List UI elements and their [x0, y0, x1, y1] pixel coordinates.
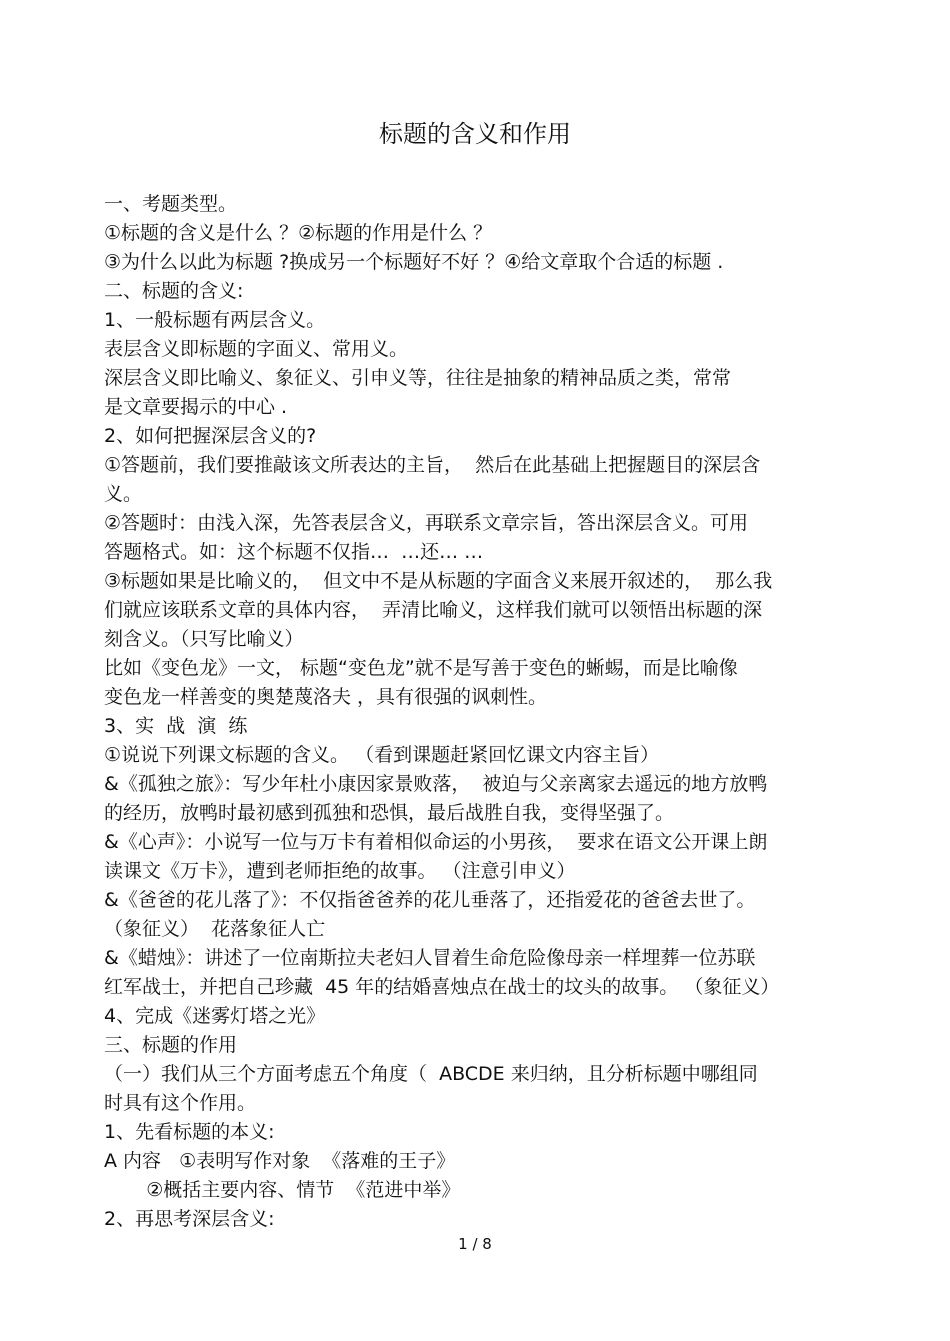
text-line: &《蜡烛》：讲述了一位南斯拉夫老妇人冒着生命危险像母亲一样埋葬一位苏联 [104, 947, 756, 969]
text-line: 表层含义即标题的字面义、常用义。 [104, 338, 409, 360]
text-line: 二、标题的含义: [104, 280, 244, 302]
text-line: 1、先看标题的本义: [104, 1121, 275, 1143]
text-line: 的经历，放鸭时最初感到孤独和恐惧，最后战胜自我，变得坚强了。 [104, 802, 675, 824]
text-line: ①说说下列课文标题的含义。 （看到课题赶紧回忆课文内容主旨） [104, 744, 660, 766]
text-line: A 内容 ①表明写作对象 《落难的王子》 [104, 1150, 456, 1172]
text-line: &《孤独之旅》：写少年杜小康因家景败落， 被迫与父亲离家去遥远的地方放鸭 [104, 773, 768, 795]
text-line: 3、实 战 演 练 [104, 715, 248, 737]
text-line: 是文章要揭示的中心 . [104, 396, 288, 418]
text-line: 4、完成《迷雾灯塔之光》 [104, 1005, 326, 1027]
text-line: 时具有这个作用。 [104, 1092, 257, 1114]
text-line: ③为什么以此为标题 ?换成另一个标题好不好 ？④给文章取个合适的标题 . [104, 251, 724, 273]
text-line: 变色龙一样善变的奥楚蔑洛夫 ，具有很强的讽刺性。 [104, 686, 548, 708]
text-line: 读课文《万卡》，遭到老师拒绝的故事。 （注意引申义） [104, 860, 576, 882]
text-line: 2、再思考深层含义: [104, 1208, 275, 1230]
text-line: 红军战士，并把自己珍藏 45 年的结婚喜烛点在战士的坟头的故事。 （象征义） [104, 976, 780, 998]
text-line: 答题格式。如：这个标题不仅指… …还… … [104, 541, 484, 563]
text-line: 刻含义。（只写比喻义） [104, 628, 304, 650]
text-line: &《爸爸的花儿落了》：不仅指爸爸养的花儿垂落了，还指爱花的爸爸去世了。 [104, 889, 756, 911]
text-line: 三、标题的作用 [104, 1034, 238, 1056]
text-line: 2、如何把握深层含义的? [104, 425, 317, 447]
text-line: ③标题如果是比喻义的， 但文中不是从标题的字面含义来展开叙述的， 那么我 [104, 570, 773, 592]
text-line: 义。 [104, 483, 143, 505]
text-line: 深层含义即比喻义、象征义、引申义等，往往是抽象的精神品质之类，常常 [104, 367, 732, 389]
text-line: ①标题的含义是什么 ？②标题的作用是什么 ？ [104, 222, 493, 244]
text-line: （一）我们从三个方面考虑五个角度（ ABCDE 来归纳，且分析标题中哪组同 [104, 1063, 758, 1085]
text-line: 们就应该联系文章的具体内容， 弄清比喻义，这样我们就可以领悟出标题的深 [104, 599, 763, 621]
text-line: 1、一般标题有两层含义。 [104, 309, 326, 331]
text-line: 比如《变色龙》一文， 标题“变色龙”就不是写善于变色的蜥蜴，而是比喻像 [104, 657, 738, 679]
text-line: &《心声》：小说写一位与万卡有着相似命运的小男孩， 要求在语文公开课上朗 [104, 831, 768, 853]
document-title: 标题的含义和作用 [379, 120, 571, 148]
document-body [104, 190, 844, 1234]
page-number: 1 / 8 [458, 1235, 492, 1253]
text-line: ②概括主要内容、情节 《范进中举》 [104, 1179, 461, 1201]
text-line: ①答题前，我们要推敲该文所表达的主旨， 然后在此基础上把握题目的深层含 [104, 454, 761, 476]
text-line: 一、考题类型。 [104, 193, 238, 215]
text-line: （象征义） 花落象征人亡 [104, 918, 326, 940]
text-line: ②答题时：由浅入深，先答表层含义，再联系文章宗旨，答出深层含义。可用 [104, 512, 749, 534]
